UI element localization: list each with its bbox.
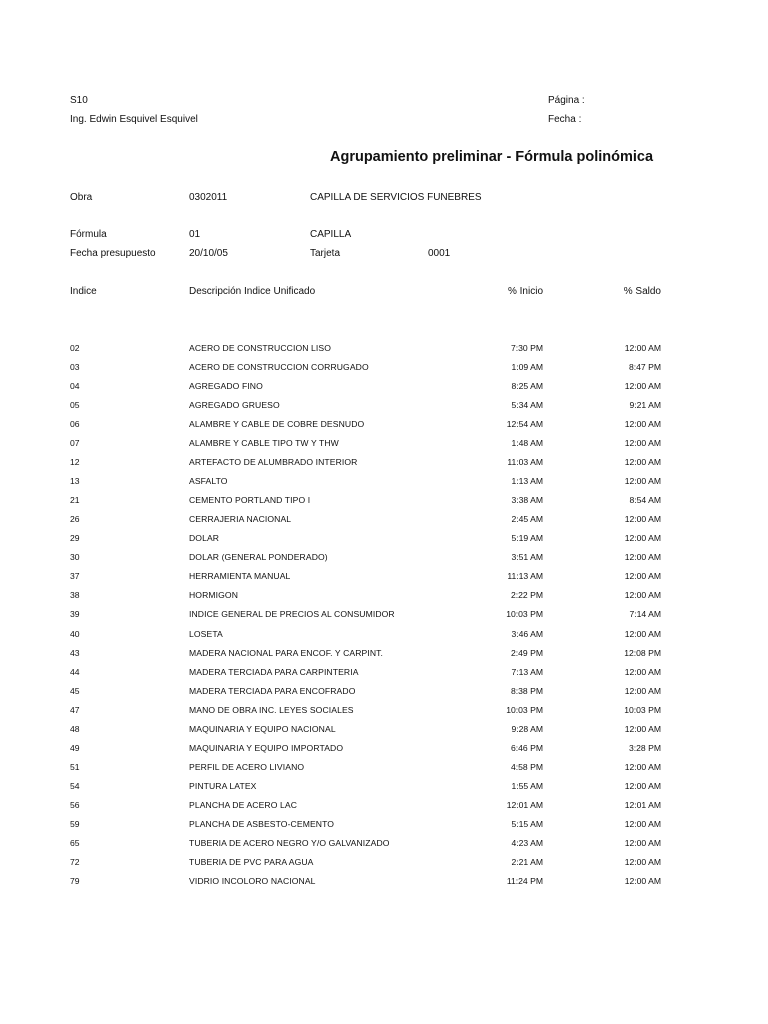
row-saldo: 12:00 AM	[624, 533, 661, 544]
table-row	[0, 781, 768, 800]
formula-label: Fórmula	[70, 229, 107, 240]
row-inicio: 12:54 AM	[506, 419, 543, 430]
row-saldo: 12:00 AM	[624, 761, 661, 772]
row-inicio: 2:49 PM	[510, 647, 543, 658]
row-descripcion: PLANCHA DE ASBESTO-CEMENTO	[189, 818, 335, 829]
row-saldo: 9:21 AM	[629, 400, 661, 411]
row-indice: 29	[70, 533, 80, 544]
row-saldo: 12:00 AM	[624, 628, 661, 639]
table-row	[0, 724, 768, 743]
row-descripcion: TUBERIA DE PVC PARA AGUA	[189, 856, 314, 867]
row-inicio: 8:38 PM	[510, 685, 543, 696]
row-saldo: 8:47 PM	[628, 362, 661, 372]
row-saldo: 12:00 AM	[624, 476, 661, 487]
row-saldo: 12:00 AM	[624, 571, 661, 582]
report-author: Ing. Edwin Esquivel Esquivel	[70, 114, 198, 125]
table-row	[0, 648, 768, 667]
table-row	[0, 552, 768, 571]
row-descripcion: HERRAMIENTA MANUAL	[189, 571, 291, 582]
column-header-inicio: % Inicio	[507, 286, 543, 297]
row-indice: 59	[70, 818, 80, 829]
row-saldo: 3:28 PM	[628, 742, 661, 753]
row-indice: 04	[70, 381, 80, 392]
table-row	[0, 876, 768, 895]
row-inicio: 7:13 AM	[511, 666, 543, 677]
row-descripcion: HORMIGON	[189, 590, 239, 601]
table-row	[0, 571, 768, 590]
row-descripcion: TUBERIA DE ACERO NEGRO Y/O GALVANIZADO	[189, 837, 390, 848]
row-indice: 72	[70, 856, 80, 867]
row-inicio: 1:55 AM	[511, 780, 543, 791]
row-descripcion: AGREGADO FINO	[189, 381, 263, 392]
row-saldo: 12:00 AM	[624, 343, 661, 353]
row-saldo: 12:00 AM	[624, 837, 661, 848]
table-row	[0, 629, 768, 648]
tarjeta-value: 0001	[428, 248, 451, 259]
row-descripcion: DOLAR	[189, 533, 220, 544]
row-descripcion: INDICE GENERAL DE PRECIOS AL CONSUMIDOR	[189, 609, 395, 620]
row-indice: 48	[70, 723, 80, 734]
obra-label: Obra	[70, 192, 93, 203]
table-row	[0, 533, 768, 552]
row-descripcion: ACERO DE CONSTRUCCION CORRUGADO	[189, 362, 369, 372]
row-descripcion: MADERA NACIONAL PARA ENCOF. Y CARPINT.	[189, 647, 384, 658]
row-inicio: 10:03 PM	[506, 609, 543, 620]
row-saldo: 12:00 AM	[624, 514, 661, 525]
row-indice: 40	[70, 628, 80, 639]
row-indice: 45	[70, 685, 80, 696]
row-indice: 54	[70, 780, 80, 791]
row-saldo: 12:00 AM	[624, 590, 661, 601]
row-saldo: 8:54 AM	[629, 495, 661, 506]
row-inicio: 1:48 AM	[511, 438, 543, 449]
row-descripcion: CERRAJERIA NACIONAL	[189, 514, 292, 525]
row-inicio: 4:58 PM	[510, 761, 543, 772]
row-descripcion: VIDRIO INCOLORO NACIONAL	[189, 875, 316, 886]
obra-code: 0302011	[189, 192, 228, 203]
row-inicio: 1:09 AM	[511, 362, 543, 372]
table-row	[0, 838, 768, 857]
row-inicio: 6:46 PM	[510, 742, 543, 753]
table-row	[0, 686, 768, 705]
table-row	[0, 800, 768, 819]
table-row	[0, 438, 768, 457]
row-inicio: 11:13 AM	[507, 571, 543, 582]
row-indice: 02	[70, 343, 80, 353]
row-indice: 37	[70, 571, 80, 582]
row-indice: 30	[70, 552, 80, 563]
row-inicio: 10:03 PM	[506, 704, 543, 715]
table-row	[0, 743, 768, 762]
row-descripcion: MADERA TERCIADA PARA CARPINTERIA	[189, 666, 359, 677]
row-indice: 13	[70, 476, 80, 487]
row-inicio: 2:45 AM	[511, 514, 543, 525]
table-row	[0, 667, 768, 686]
obra-name: CAPILLA DE SERVICIOS FUNEBRES	[310, 192, 482, 203]
table-row	[0, 362, 768, 381]
row-descripcion: ACERO DE CONSTRUCCION LISO	[189, 343, 332, 353]
row-indice: 21	[70, 495, 80, 506]
row-inicio: 5:34 AM	[511, 400, 543, 411]
row-indice: 38	[70, 590, 80, 601]
row-indice: 47	[70, 704, 80, 715]
row-inicio: 12:01 AM	[506, 799, 543, 810]
table-row	[0, 609, 768, 628]
row-indice: 07	[70, 438, 80, 449]
table-row	[0, 343, 768, 362]
formula-name: CAPILLA	[310, 229, 352, 240]
row-inicio: 11:24 PM	[506, 875, 543, 886]
row-indice: 79	[70, 875, 80, 886]
row-descripcion: CEMENTO PORTLAND TIPO I	[189, 495, 311, 506]
row-saldo: 7:14 AM	[629, 609, 661, 620]
row-saldo: 10:03 PM	[624, 704, 661, 715]
row-saldo: 12:00 AM	[624, 419, 661, 430]
row-inicio: 5:19 AM	[511, 533, 543, 544]
row-saldo: 12:00 AM	[624, 780, 661, 791]
row-indice: 65	[70, 837, 80, 848]
row-indice: 51	[70, 761, 80, 772]
table-row	[0, 457, 768, 476]
table-row	[0, 590, 768, 609]
row-saldo: 12:00 AM	[624, 381, 661, 392]
row-descripcion: MAQUINARIA Y EQUIPO IMPORTADO	[189, 742, 344, 753]
row-inicio: 5:15 AM	[511, 818, 543, 829]
row-descripcion: MANO DE OBRA INC. LEYES SOCIALES	[189, 704, 354, 715]
row-saldo: 12:00 AM	[624, 552, 661, 563]
row-saldo: 12:00 AM	[624, 875, 661, 886]
row-inicio: 9:28 AM	[511, 723, 543, 734]
row-indice: 12	[70, 457, 80, 468]
row-indice: 49	[70, 742, 80, 753]
row-inicio: 8:25 AM	[511, 381, 543, 392]
table-row	[0, 857, 768, 876]
row-saldo: 12:00 AM	[624, 438, 661, 449]
row-saldo: 12:00 AM	[624, 723, 661, 734]
row-descripcion: ASFALTO	[189, 476, 228, 487]
row-saldo: 12:00 AM	[624, 666, 661, 677]
row-saldo: 12:00 AM	[624, 856, 661, 867]
row-inicio: 1:13 AM	[511, 476, 543, 487]
row-saldo: 12:00 AM	[624, 818, 661, 829]
row-descripcion: PINTURA LATEX	[189, 780, 257, 791]
row-saldo: 12:01 AM	[624, 799, 661, 810]
date-label: Fecha :	[548, 114, 582, 125]
row-inicio: 4:23 AM	[511, 837, 543, 848]
row-indice: 43	[70, 647, 80, 658]
row-indice: 26	[70, 514, 80, 525]
row-inicio: 11:03 AM	[507, 457, 543, 468]
page-title: Agrupamiento preliminar - Fórmula polinómica	[330, 149, 654, 165]
row-saldo: 12:08 PM	[624, 647, 661, 658]
table-row	[0, 762, 768, 781]
report-code: S10	[70, 95, 88, 106]
table-row	[0, 819, 768, 838]
row-indice: 39	[70, 609, 80, 620]
row-indice: 56	[70, 799, 80, 810]
row-descripcion: AGREGADO GRUESO	[189, 400, 280, 411]
row-inicio: 2:22 PM	[510, 590, 543, 601]
table-row	[0, 514, 768, 533]
row-descripcion: MAQUINARIA Y EQUIPO NACIONAL	[189, 723, 336, 734]
row-indice: 44	[70, 666, 80, 677]
row-inicio: 3:46 AM	[511, 628, 543, 639]
row-saldo: 12:00 AM	[624, 685, 661, 696]
column-header-indice: Indice	[70, 286, 97, 297]
table-row	[0, 495, 768, 514]
row-descripcion: MADERA TERCIADA PARA ENCOFRADO	[189, 685, 356, 696]
row-saldo: 12:00 AM	[624, 457, 661, 468]
row-inicio: 3:38 AM	[511, 495, 543, 506]
formula-code: 01	[189, 229, 201, 240]
row-descripcion: ALAMBRE Y CABLE TIPO TW Y THW	[189, 438, 339, 449]
page-label: Página :	[548, 95, 585, 106]
table-row	[0, 400, 768, 419]
row-descripcion: ALAMBRE Y CABLE DE COBRE DESNUDO	[189, 419, 365, 430]
table-row	[0, 705, 768, 724]
row-indice: 03	[70, 362, 80, 372]
row-inicio: 7:30 PM	[510, 343, 543, 353]
row-descripcion: DOLAR (GENERAL PONDERADO)	[189, 552, 328, 563]
fecha-presupuesto-label: Fecha presupuesto	[70, 248, 156, 259]
table-row	[0, 419, 768, 438]
row-indice: 06	[70, 419, 80, 430]
row-inicio: 2:21 AM	[511, 856, 543, 867]
row-descripcion: ARTEFACTO DE ALUMBRADO INTERIOR	[189, 457, 358, 468]
column-header-descripcion: Descripción Indice Unificado	[189, 286, 316, 297]
fecha-presupuesto-value: 20/10/05	[189, 248, 228, 259]
column-header-saldo: % Saldo	[623, 286, 661, 297]
tarjeta-label: Tarjeta	[310, 248, 341, 259]
table-row	[0, 476, 768, 495]
row-inicio: 3:51 AM	[511, 552, 543, 563]
row-indice: 05	[70, 400, 80, 411]
table-row	[0, 381, 768, 400]
row-descripcion: LOSETA	[189, 628, 223, 639]
row-descripcion: PLANCHA DE ACERO LAC	[189, 799, 298, 810]
row-descripcion: PERFIL DE ACERO LIVIANO	[189, 761, 305, 772]
